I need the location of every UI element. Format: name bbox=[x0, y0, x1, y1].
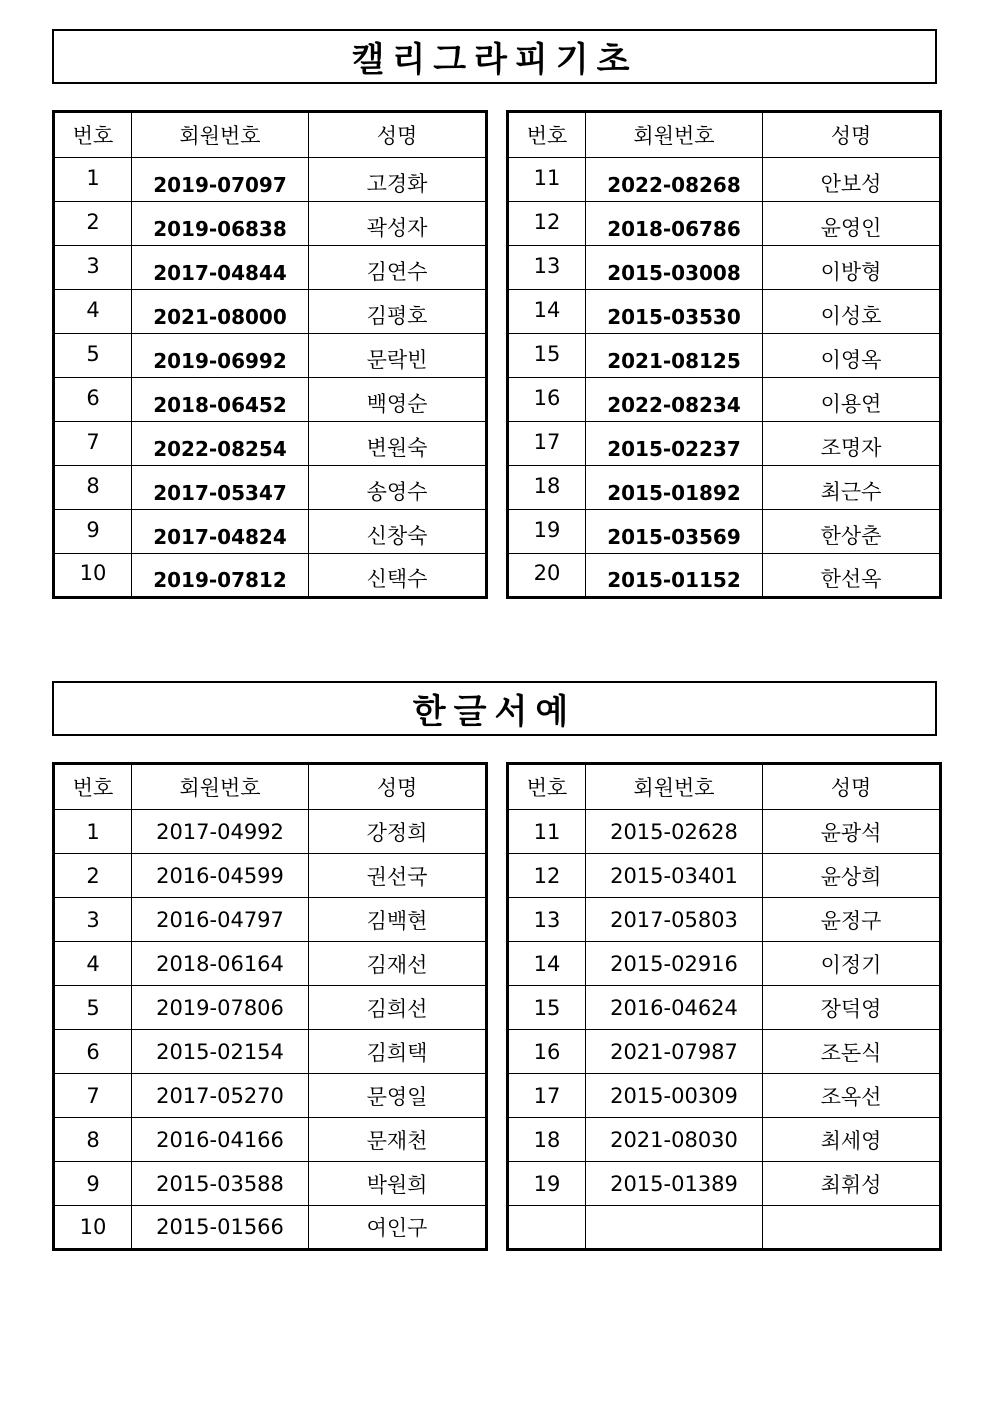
row-number: 14 bbox=[508, 290, 586, 334]
row-number: 10 bbox=[54, 1206, 132, 1250]
member-name: 여인구 bbox=[309, 1206, 487, 1250]
row-number: 8 bbox=[54, 1118, 132, 1162]
row-number: 11 bbox=[508, 810, 586, 854]
member-name: 이영옥 bbox=[763, 334, 941, 378]
table-row bbox=[54, 246, 487, 290]
row-number: 3 bbox=[54, 246, 132, 290]
member-name: 김연수 bbox=[309, 246, 487, 290]
calligraphy-roster-table-left bbox=[52, 110, 488, 599]
member-id: 2021-08000 bbox=[132, 290, 309, 334]
member-name: 박원희 bbox=[309, 1162, 487, 1206]
member-id: 2017-05803 bbox=[586, 898, 763, 942]
table-row bbox=[54, 854, 487, 898]
member-name: 신택수 bbox=[309, 554, 487, 598]
member-id: 2016-04599 bbox=[132, 854, 309, 898]
table-header-row bbox=[54, 764, 487, 810]
member-name: 곽성자 bbox=[309, 202, 487, 246]
member-name: 문재천 bbox=[309, 1118, 487, 1162]
member-id: 2021-08030 bbox=[586, 1118, 763, 1162]
table-row bbox=[508, 466, 941, 510]
hangul-roster-table-right bbox=[506, 762, 942, 1251]
section-title-calligraphy: 캘리그라피기초 bbox=[52, 29, 937, 84]
table-row bbox=[508, 1030, 941, 1074]
table-header-row bbox=[508, 112, 941, 158]
table-row bbox=[508, 422, 941, 466]
table-row bbox=[508, 378, 941, 422]
row-number: 18 bbox=[508, 1118, 586, 1162]
row-number: 7 bbox=[54, 422, 132, 466]
member-id: 2022-08254 bbox=[132, 422, 309, 466]
table-row bbox=[508, 942, 941, 986]
table-row bbox=[508, 1206, 941, 1250]
member-name: 안보성 bbox=[763, 158, 941, 202]
row-number: 12 bbox=[508, 202, 586, 246]
member-name: 윤정구 bbox=[763, 898, 941, 942]
table-row bbox=[508, 290, 941, 334]
member-id: 2022-08268 bbox=[586, 158, 763, 202]
member-name: 최근수 bbox=[763, 466, 941, 510]
member-name: 조명자 bbox=[763, 422, 941, 466]
table-row bbox=[54, 510, 487, 554]
table-row bbox=[54, 1074, 487, 1118]
table-row bbox=[508, 854, 941, 898]
row-number: 1 bbox=[54, 810, 132, 854]
member-id: 2015-00309 bbox=[586, 1074, 763, 1118]
member-name: 이정기 bbox=[763, 942, 941, 986]
table-row bbox=[508, 810, 941, 854]
member-name bbox=[763, 1206, 941, 1250]
row-number: 11 bbox=[508, 158, 586, 202]
header-name: 성명 bbox=[309, 112, 487, 158]
row-number: 13 bbox=[508, 246, 586, 290]
member-id: 2015-01152 bbox=[586, 554, 763, 598]
member-id: 2021-07987 bbox=[586, 1030, 763, 1074]
header-number: 번호 bbox=[508, 764, 586, 810]
member-id: 2019-07812 bbox=[132, 554, 309, 598]
member-name: 문영일 bbox=[309, 1074, 487, 1118]
member-id: 2016-04797 bbox=[132, 898, 309, 942]
member-name: 최휘성 bbox=[763, 1162, 941, 1206]
row-number: 9 bbox=[54, 510, 132, 554]
table-row bbox=[54, 1162, 487, 1206]
table-row bbox=[54, 1030, 487, 1074]
member-name: 김백현 bbox=[309, 898, 487, 942]
member-name: 강정희 bbox=[309, 810, 487, 854]
header-name: 성명 bbox=[763, 112, 941, 158]
row-number: 3 bbox=[54, 898, 132, 942]
table-row bbox=[54, 898, 487, 942]
table-row bbox=[54, 1206, 487, 1250]
table-row bbox=[54, 942, 487, 986]
member-name: 이성호 bbox=[763, 290, 941, 334]
table-row bbox=[54, 810, 487, 854]
header-name: 성명 bbox=[763, 764, 941, 810]
member-name: 이방형 bbox=[763, 246, 941, 290]
row-number: 13 bbox=[508, 898, 586, 942]
member-id: 2015-03008 bbox=[586, 246, 763, 290]
row-number: 19 bbox=[508, 510, 586, 554]
member-id: 2015-02916 bbox=[586, 942, 763, 986]
member-id bbox=[586, 1206, 763, 1250]
row-number: 4 bbox=[54, 942, 132, 986]
member-name: 신창숙 bbox=[309, 510, 487, 554]
member-id: 2015-02237 bbox=[586, 422, 763, 466]
member-id: 2017-04844 bbox=[132, 246, 309, 290]
member-id: 2019-06838 bbox=[132, 202, 309, 246]
header-name: 성명 bbox=[309, 764, 487, 810]
row-number: 15 bbox=[508, 986, 586, 1030]
member-id: 2015-02154 bbox=[132, 1030, 309, 1074]
member-id: 2015-03569 bbox=[586, 510, 763, 554]
table-row bbox=[54, 202, 487, 246]
member-name: 장덕영 bbox=[763, 986, 941, 1030]
member-id: 2015-01892 bbox=[586, 466, 763, 510]
member-id: 2015-01566 bbox=[132, 1206, 309, 1250]
member-name: 변원숙 bbox=[309, 422, 487, 466]
row-number: 4 bbox=[54, 290, 132, 334]
member-name: 김평호 bbox=[309, 290, 487, 334]
member-name: 김희택 bbox=[309, 1030, 487, 1074]
member-id: 2018-06786 bbox=[586, 202, 763, 246]
member-id: 2022-08234 bbox=[586, 378, 763, 422]
table-row bbox=[54, 554, 487, 598]
calligraphy-roster-table-right bbox=[506, 110, 942, 599]
row-number: 7 bbox=[54, 1074, 132, 1118]
member-name: 고경화 bbox=[309, 158, 487, 202]
header-number: 번호 bbox=[508, 112, 586, 158]
table-row bbox=[508, 246, 941, 290]
member-id: 2019-07097 bbox=[132, 158, 309, 202]
hangul-roster-table-left bbox=[52, 762, 488, 1251]
table-row bbox=[54, 466, 487, 510]
row-number: 9 bbox=[54, 1162, 132, 1206]
table-row bbox=[54, 1118, 487, 1162]
row-number: 14 bbox=[508, 942, 586, 986]
table-row bbox=[54, 422, 487, 466]
row-number: 6 bbox=[54, 378, 132, 422]
table-row bbox=[508, 158, 941, 202]
table-row bbox=[508, 554, 941, 598]
member-name: 조돈식 bbox=[763, 1030, 941, 1074]
table-row bbox=[508, 898, 941, 942]
member-id: 2017-04992 bbox=[132, 810, 309, 854]
row-number: 17 bbox=[508, 1074, 586, 1118]
member-id: 2018-06452 bbox=[132, 378, 309, 422]
table-row bbox=[508, 510, 941, 554]
member-name: 권선국 bbox=[309, 854, 487, 898]
member-name: 조옥선 bbox=[763, 1074, 941, 1118]
table-row bbox=[54, 334, 487, 378]
member-id: 2021-08125 bbox=[586, 334, 763, 378]
member-id: 2015-03530 bbox=[586, 290, 763, 334]
row-number: 5 bbox=[54, 986, 132, 1030]
member-id: 2016-04166 bbox=[132, 1118, 309, 1162]
member-name: 송영수 bbox=[309, 466, 487, 510]
table-header-row bbox=[508, 764, 941, 810]
row-number: 16 bbox=[508, 378, 586, 422]
member-name: 백영순 bbox=[309, 378, 487, 422]
member-id: 2015-03401 bbox=[586, 854, 763, 898]
table-row bbox=[508, 334, 941, 378]
member-id: 2016-04624 bbox=[586, 986, 763, 1030]
row-number: 17 bbox=[508, 422, 586, 466]
member-name: 윤상희 bbox=[763, 854, 941, 898]
table-row bbox=[508, 202, 941, 246]
header-number: 번호 bbox=[54, 112, 132, 158]
member-id: 2015-01389 bbox=[586, 1162, 763, 1206]
table-row bbox=[54, 158, 487, 202]
member-name: 윤광석 bbox=[763, 810, 941, 854]
member-id: 2017-05347 bbox=[132, 466, 309, 510]
table-row bbox=[508, 1074, 941, 1118]
section-title-hangul-calligraphy: 한글서예 bbox=[52, 681, 937, 736]
row-number: 19 bbox=[508, 1162, 586, 1206]
header-member-id: 회원번호 bbox=[586, 112, 763, 158]
row-number: 20 bbox=[508, 554, 586, 598]
header-member-id: 회원번호 bbox=[586, 764, 763, 810]
member-id: 2017-05270 bbox=[132, 1074, 309, 1118]
table-header-row bbox=[54, 112, 487, 158]
row-number: 12 bbox=[508, 854, 586, 898]
header-member-id: 회원번호 bbox=[132, 764, 309, 810]
member-name: 이용연 bbox=[763, 378, 941, 422]
member-name: 최세영 bbox=[763, 1118, 941, 1162]
member-name: 윤영인 bbox=[763, 202, 941, 246]
row-number: 6 bbox=[54, 1030, 132, 1074]
row-number: 1 bbox=[54, 158, 132, 202]
table-row bbox=[54, 378, 487, 422]
header-number: 번호 bbox=[54, 764, 132, 810]
row-number: 10 bbox=[54, 554, 132, 598]
member-name: 김재선 bbox=[309, 942, 487, 986]
table-row bbox=[54, 290, 487, 334]
member-id: 2015-02628 bbox=[586, 810, 763, 854]
row-number: 16 bbox=[508, 1030, 586, 1074]
row-number: 18 bbox=[508, 466, 586, 510]
member-name: 김희선 bbox=[309, 986, 487, 1030]
table-row bbox=[508, 1162, 941, 1206]
member-id: 2015-03588 bbox=[132, 1162, 309, 1206]
member-name: 한상춘 bbox=[763, 510, 941, 554]
member-id: 2018-06164 bbox=[132, 942, 309, 986]
row-number: 5 bbox=[54, 334, 132, 378]
table-row bbox=[508, 986, 941, 1030]
row-number: 2 bbox=[54, 854, 132, 898]
member-name: 한선옥 bbox=[763, 554, 941, 598]
member-name: 문락빈 bbox=[309, 334, 487, 378]
row-number: 2 bbox=[54, 202, 132, 246]
member-id: 2019-06992 bbox=[132, 334, 309, 378]
row-number bbox=[508, 1206, 586, 1250]
header-member-id: 회원번호 bbox=[132, 112, 309, 158]
member-id: 2019-07806 bbox=[132, 986, 309, 1030]
table-row bbox=[54, 986, 487, 1030]
member-id: 2017-04824 bbox=[132, 510, 309, 554]
row-number: 15 bbox=[508, 334, 586, 378]
row-number: 8 bbox=[54, 466, 132, 510]
table-row bbox=[508, 1118, 941, 1162]
